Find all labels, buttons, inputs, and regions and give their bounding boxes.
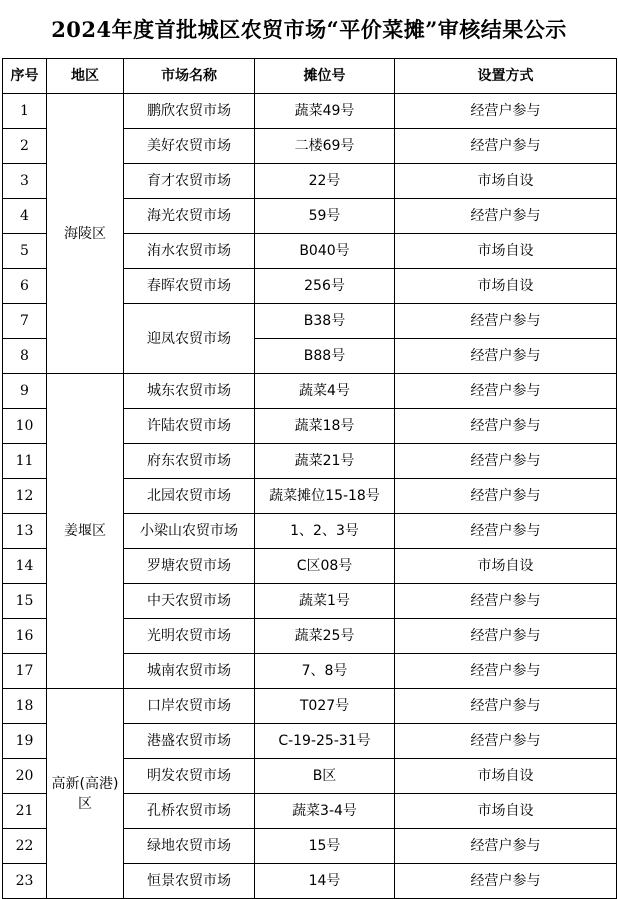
district-cell: 姜堰区 [47, 374, 124, 689]
stall-number: 二楼69号 [255, 129, 395, 164]
stall-number: B38号 [255, 304, 395, 339]
market-name: 许陆农贸市场 [124, 409, 255, 444]
row-index: 3 [3, 164, 47, 199]
row-index: 14 [3, 549, 47, 584]
row-index: 7 [3, 304, 47, 339]
row-index: 23 [3, 864, 47, 899]
row-index: 16 [3, 619, 47, 654]
market-name: 城东农贸市场 [124, 374, 255, 409]
row-index: 22 [3, 829, 47, 864]
stall-number: 22号 [255, 164, 395, 199]
setup-mode: 经营户参与 [395, 584, 617, 619]
setup-mode: 经营户参与 [395, 479, 617, 514]
row-index: 17 [3, 654, 47, 689]
market-name: 明发农贸市场 [124, 759, 255, 794]
market-name: 口岸农贸市场 [124, 689, 255, 724]
market-name: 海光农贸市场 [124, 199, 255, 234]
market-name: 孔桥农贸市场 [124, 794, 255, 829]
row-index: 8 [3, 339, 47, 374]
setup-mode: 市场自设 [395, 759, 617, 794]
stall-number: B040号 [255, 234, 395, 269]
market-name: 绿地农贸市场 [124, 829, 255, 864]
market-name: 光明农贸市场 [124, 619, 255, 654]
row-index: 6 [3, 269, 47, 304]
market-name: 城南农贸市场 [124, 654, 255, 689]
market-name: 小梁山农贸市场 [124, 514, 255, 549]
setup-mode: 市场自设 [395, 269, 617, 304]
row-index: 2 [3, 129, 47, 164]
table-row [3, 374, 617, 409]
header-district: 地区 [47, 59, 124, 94]
setup-mode: 市场自设 [395, 164, 617, 199]
row-index: 15 [3, 584, 47, 619]
stall-number: C-19-25-31号 [255, 724, 395, 759]
row-index: 11 [3, 444, 47, 479]
header-index: 序号 [3, 59, 47, 94]
table-row [3, 689, 617, 724]
setup-mode: 经营户参与 [395, 724, 617, 759]
setup-mode: 经营户参与 [395, 864, 617, 899]
row-index: 9 [3, 374, 47, 409]
setup-mode: 经营户参与 [395, 199, 617, 234]
stall-number: 蔬菜18号 [255, 409, 395, 444]
stall-number: 蔬菜49号 [255, 94, 395, 129]
results-table [2, 58, 617, 899]
stall-number: 蔬菜1号 [255, 584, 395, 619]
market-name: 中天农贸市场 [124, 584, 255, 619]
market-name: 育才农贸市场 [124, 164, 255, 199]
stall-number: 14号 [255, 864, 395, 899]
district-cell: 高新(高港)区 [47, 689, 124, 899]
stall-number: 7、8号 [255, 654, 395, 689]
market-name: 港盛农贸市场 [124, 724, 255, 759]
stall-number: B88号 [255, 339, 395, 374]
market-name: 罗塘农贸市场 [124, 549, 255, 584]
market-name: 鹏欣农贸市场 [124, 94, 255, 129]
row-index: 19 [3, 724, 47, 759]
row-index: 10 [3, 409, 47, 444]
setup-mode: 经营户参与 [395, 409, 617, 444]
market-name: 春晖农贸市场 [124, 269, 255, 304]
stall-number: 15号 [255, 829, 395, 864]
row-index: 12 [3, 479, 47, 514]
market-name: 迎凤农贸市场 [124, 304, 255, 374]
stall-number: 蔬菜3-4号 [255, 794, 395, 829]
setup-mode: 经营户参与 [395, 654, 617, 689]
row-index: 21 [3, 794, 47, 829]
row-index: 1 [3, 94, 47, 129]
row-index: 13 [3, 514, 47, 549]
stall-number: 蔬菜4号 [255, 374, 395, 409]
row-index: 18 [3, 689, 47, 724]
table-row [3, 94, 617, 129]
setup-mode: 经营户参与 [395, 129, 617, 164]
stall-number: 59号 [255, 199, 395, 234]
setup-mode: 市场自设 [395, 549, 617, 584]
market-name: 府东农贸市场 [124, 444, 255, 479]
setup-mode: 经营户参与 [395, 619, 617, 654]
stall-number: 256号 [255, 269, 395, 304]
row-index: 20 [3, 759, 47, 794]
stall-number: B区 [255, 759, 395, 794]
stall-number: 蔬菜21号 [255, 444, 395, 479]
row-index: 5 [3, 234, 47, 269]
district-cell: 海陵区 [47, 94, 124, 374]
stall-number: 蔬菜25号 [255, 619, 395, 654]
setup-mode: 市场自设 [395, 794, 617, 829]
market-name: 北园农贸市场 [124, 479, 255, 514]
market-name: 美好农贸市场 [124, 129, 255, 164]
setup-mode: 经营户参与 [395, 304, 617, 339]
market-name: 恒景农贸市场 [124, 864, 255, 899]
header-market-name: 市场名称 [124, 59, 255, 94]
setup-mode: 经营户参与 [395, 689, 617, 724]
setup-mode: 经营户参与 [395, 94, 617, 129]
table-header-row [3, 59, 617, 94]
setup-mode: 经营户参与 [395, 339, 617, 374]
setup-mode: 经营户参与 [395, 374, 617, 409]
page-title: 2024年度首批城区农贸市场“平价菜摊”审核结果公示 [51, 17, 567, 42]
stall-number: C区08号 [255, 549, 395, 584]
setup-mode: 经营户参与 [395, 829, 617, 864]
setup-mode: 市场自设 [395, 234, 617, 269]
stall-number: 蔬菜摊位15-18号 [255, 479, 395, 514]
row-index: 4 [3, 199, 47, 234]
setup-mode: 经营户参与 [395, 444, 617, 479]
header-setup-mode: 设置方式 [395, 59, 617, 94]
header-stall-number: 摊位号 [255, 59, 395, 94]
stall-number: T027号 [255, 689, 395, 724]
market-name: 洧水农贸市场 [124, 234, 255, 269]
setup-mode: 经营户参与 [395, 514, 617, 549]
stall-number: 1、2、3号 [255, 514, 395, 549]
